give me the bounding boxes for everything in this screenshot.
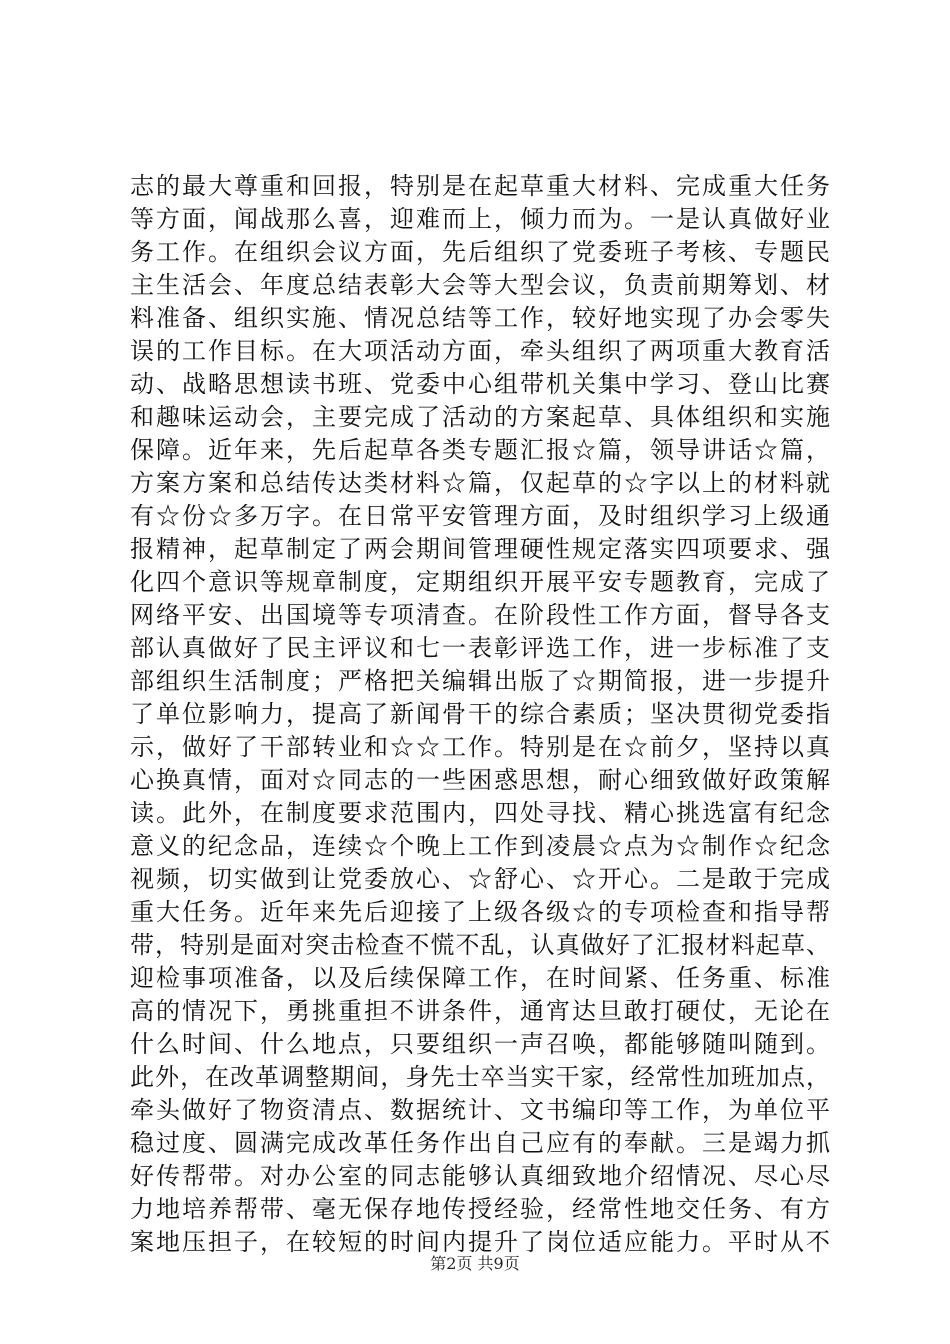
text-line: 高的情况下，勇挑重担不讲条件，通宵达旦敢打硬仗，无论在 [130, 997, 830, 1025]
text-line: 了单位影响力，提高了新闻骨干的综合素质；坚决贯彻党委指 [130, 700, 830, 728]
text-line: 稳过度、圆满完成改革任务作出自己应有的奉献。三是竭力抓 [130, 1129, 830, 1157]
body-text [130, 170, 830, 1259]
text-line: 重大任务。近年来先后迎接了上级各级☆的专项检查和指导帮 [130, 898, 830, 926]
text-line: 等方面，闻战那么喜，迎难而上，倾力而为。一是认真做好业 [130, 205, 830, 233]
text-line: 方案方案和总结传达类材料☆篇，仅起草的☆字以上的材料就 [130, 469, 830, 497]
text-line: 案地压担子，在较短的时间内提升了岗位适应能力。平时从不 [130, 1228, 830, 1256]
text-line: 误的工作目标。在大项活动方面，牵头组织了两项重大教育活 [130, 337, 830, 365]
text-line: 化四个意识等规章制度，定期组织开展平安专题教育，完成了 [130, 568, 830, 596]
text-line: 有☆份☆多万字。在日常平安管理方面，及时组织学习上级通 [130, 502, 830, 530]
text-line: 部认真做好了民主评议和七一表彰评选工作，进一步标准了支 [130, 634, 830, 662]
text-line: 动、战略思想读书班、党委中心组带机关集中学习、登山比赛 [130, 370, 830, 398]
page-footer: 第2页 共9页 [430, 1254, 520, 1273]
text-line: 力地培养帮带、毫无保存地传授经验，经常性地交任务、有方 [130, 1195, 830, 1223]
text-line: 志的最大尊重和回报，特别是在起草重大材料、完成重大任务 [130, 172, 830, 200]
text-line: 迎检事项准备，以及后续保障工作，在时间紧、任务重、标准 [130, 964, 830, 992]
text-line: 务工作。在组织会议方面，先后组织了党委班子考核、专题民 [130, 238, 830, 266]
text-line: 主生活会、年度总结表彰大会等大型会议，负责前期筹划、材 [130, 271, 830, 299]
text-line: 料准备、组织实施、情况总结等工作，较好地实现了办会零失 [130, 304, 830, 332]
text-line: 此外，在改革调整期间，身先士卒当实干家，经常性加班加点， [130, 1063, 830, 1091]
text-line: 和趣味运动会，主要完成了活动的方案起草、具体组织和实施 [130, 403, 830, 431]
text-line: 保障。近年来，先后起草各类专题汇报☆篇，领导讲话☆篇， [130, 436, 830, 464]
text-line: 视频，切实做到让党委放心、☆舒心、☆开心。二是敢于完成 [130, 865, 830, 893]
text-line: 意义的纪念品，连续☆个晚上工作到凌晨☆点为☆制作☆纪念 [130, 832, 830, 860]
text-line: 心换真情，面对☆同志的一些困惑思想，耐心细致做好政策解 [130, 766, 830, 794]
text-line: 牵头做好了物资清点、数据统计、文书编印等工作，为单位平 [130, 1096, 830, 1124]
text-line: 报精神，起草制定了两会期间管理硬性规定落实四项要求、强 [130, 535, 830, 563]
text-line: 读。此外，在制度要求范围内，四处寻找、精心挑选富有纪念 [130, 799, 830, 827]
text-line: 好传帮带。对办公室的同志能够认真细致地介绍情况、尽心尽 [130, 1162, 830, 1190]
text-line: 网络平安、出国境等专项清查。在阶段性工作方面，督导各支 [130, 601, 830, 629]
text-line: 什么时间、什么地点，只要组织一声召唤，都能够随叫随到。 [130, 1030, 830, 1058]
text-line: 带，特别是面对突击检查不慌不乱，认真做好了汇报材料起草、 [130, 931, 830, 959]
text-line: 示，做好了干部转业和☆☆工作。特别是在☆前夕，坚持以真 [130, 733, 830, 761]
text-line: 部组织生活制度；严格把关编辑出版了☆期简报，进一步提升 [130, 667, 830, 695]
